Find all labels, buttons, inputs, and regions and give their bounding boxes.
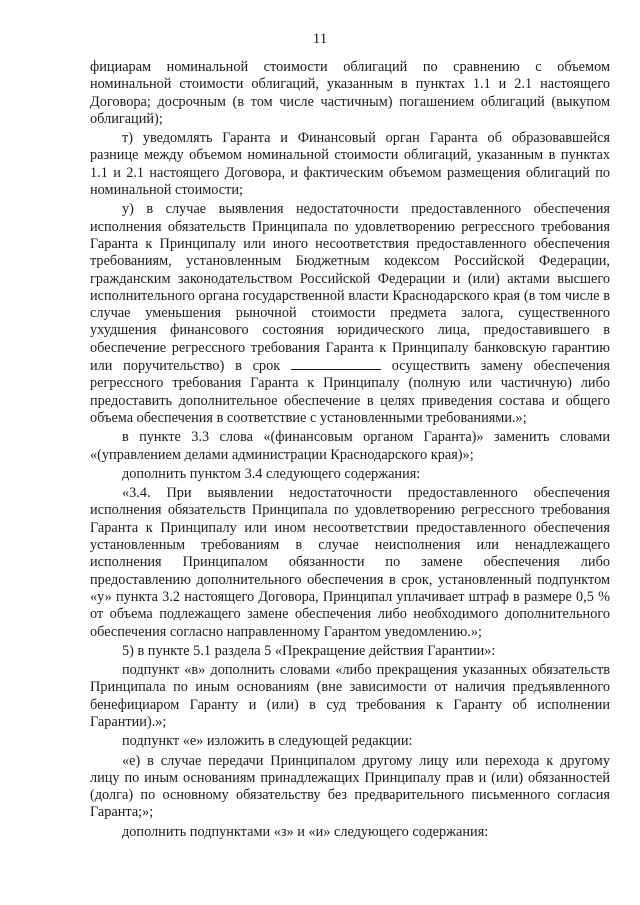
paragraph-clause-3-4: «3.4. При выявлении недостаточности предоставленного обеспечения исполнения обязательств Принципала по удовлетворению регрессного требования Гаранта к Принципалу или ином несоответствии предоставленного обеспечения установленным требованиям в случае неисполнения или ненадлежащего исполнения Принципалом обязанности по замене обеспечения либо предоставлению дополнительного обеспечения в срок, установленный подпунктом «у» пункта 3.2 настоящего Договора, Принципал уплачивает штраф в размере 0,5 % от объема подлежащего замене обеспечения либо необходимого дополнительного обеспечения согласно направленному Гарантом уведомлению.»; <box>90 485 610 640</box>
paragraph-subpoint-e-intro: подпункт «е» изложить в следующей редакции: <box>122 733 413 750</box>
page-number: 11 <box>312 31 328 47</box>
paragraph-continuation: фициарам номинальной стоимости облигаций по сравнению с объемом номинальной стоимости облигаций, указанным в пунктах 1.1 и 2.1 настоящего Договора; досрочным (в том числе частичным) погашением облигаций (выкупом облигаций); <box>90 59 610 127</box>
paragraph-clause-3-3: в пункте 3.3 слова «(финансовым органом Гаранта)» заменить словами «(управлением делами администрации Краснодарского края)»; <box>90 429 610 463</box>
paragraph-add-3-4: дополнить пунктом 3.4 следующего содержания: <box>122 465 421 482</box>
blank-deadline-line <box>291 357 381 370</box>
paragraph-add-z-i: дополнить подпунктами «з» и «и» следующего содержания: <box>122 823 489 840</box>
document-body <box>90 59 610 841</box>
paragraph-point-5: 5) в пункте 5.1 раздела 5 «Прекращение действия Гарантии»: <box>122 642 496 659</box>
paragraph-item-u-part2: осуществить замену обеспечения регрессного требования Гаранта к Принципалу (полную или частичную) либо предоставить дополнительное обеспечение в целях приведения состава и общего объема обеспечения в соответствие с установленными требованиями.»; <box>90 358 610 426</box>
paragraph-subpoint-e: «е) в случае передачи Принципалом другому лицу или перехода к другому лицу по иным основаниям принадлежащих Принципалу прав и (или) обязанностей (долга) по основному обязательству без предварительного письменного согласия Гаранта;»; <box>90 752 610 821</box>
paragraph-item-t: т) уведомлять Гаранта и Финансовый орган Гаранта об образовавшейся разнице между объемом номинальной стоимости облигаций, указанным в пунктах 1.1 и 2.1 настоящего Договора, и фактическим объемом размещения облигаций по номинальной стоимости; <box>90 130 610 199</box>
paragraph-item-u <box>90 201 610 427</box>
paragraph-subpoint-v: подпункт «в» дополнить словами «либо прекращения указанных обязательств Принципала по иным основаниям (вне зависимости от наличия предъявленного бенефициаром Гаранту и (или) в суд требования к Гаранту об исполнении Гарантии).»; <box>90 662 610 730</box>
paragraph-item-u-part1: у) в случае выявления недостаточности предоставленного обеспечения исполнения обязательств Принципала по удовлетворению регрессного требования Гаранта к Принципалу или иного несоответствия предоставленного обеспечения требованиям, установленным Бюджетным кодексом Российской Федерации, гражданским законодательством Российской Федерации и (или) актами высшего исполнительного органа государственной власти Краснодарского края (в том числе в случае уменьшения рыночной стоимости предмета залога, существенного ухудшения финансового состояния юридического лица, предоставившего в обеспечение регрессного требования Гаранта к Принципалу банковскую гарантию или поручительство) в срок <box>90 201 610 375</box>
